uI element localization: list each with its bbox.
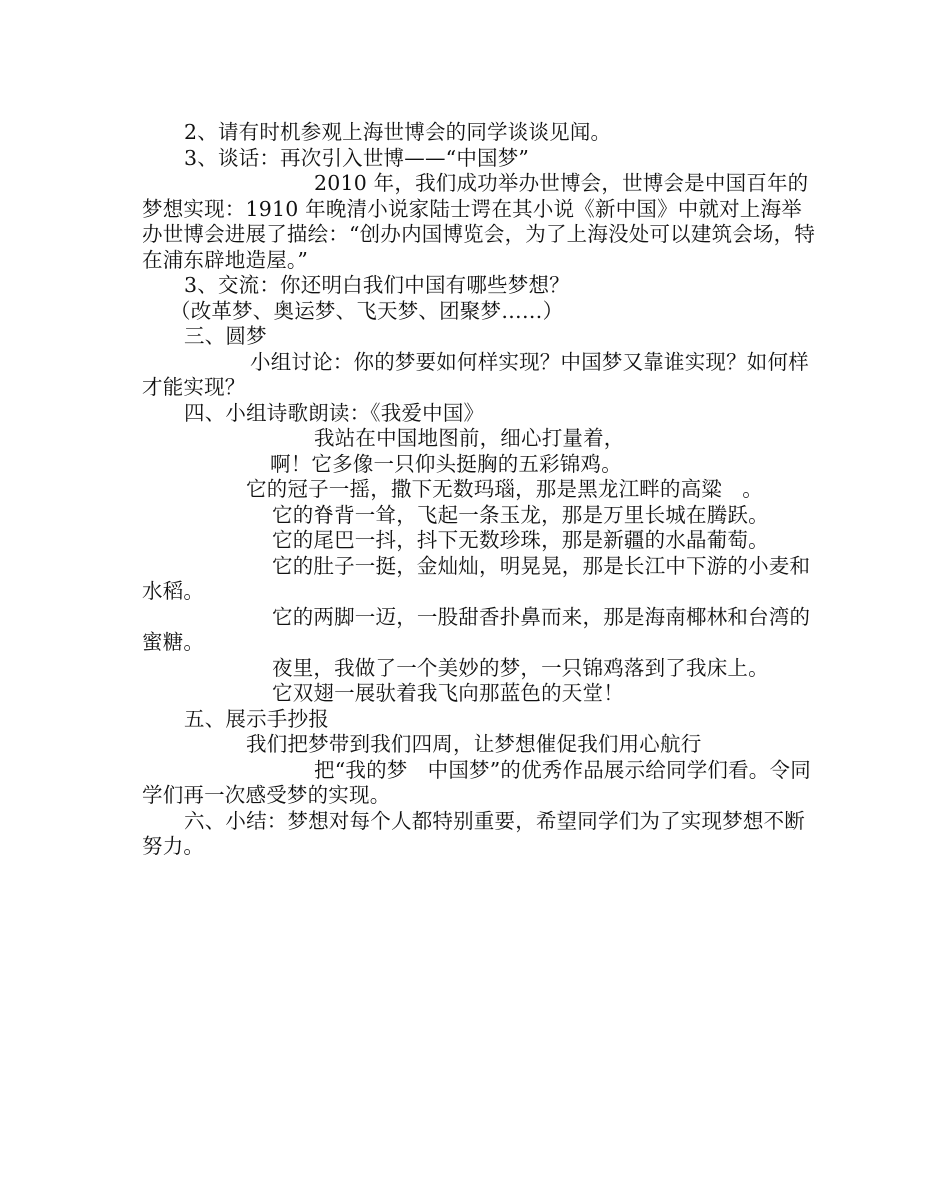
paragraph-group-discussion: 小组讨论：你的梦要如何样实现？中国梦又靠谁实现？如何样才能实现？ [142,349,809,399]
poem-line-6: 它的肚子一挺，金灿灿，明晃晃，那是长江中下游的小麦和水稻。 [142,553,811,603]
paragraph-expo-history: 2010 年，我们成功举办世博会，世博会是中国百年的梦想实现：1910 年晚清小说家陆士谔在其小说《新中国》中就对上海举办世博会进展了描绘：“创办内国博览会，为了上海没处可以建筑会场，特在浦东辟地造屋。” [142,171,816,272]
paragraph-visit-expo: 2、请有时机参观上海世博会的同学谈谈见闻。 [184,120,612,144]
paragraph-summary: 六、小结：梦想对每个人都特别重要，希望同学们为了实现梦想不断努力。 [142,808,805,858]
heading-show-posters: 五、展示手抄报 [184,706,329,731]
heading-poem-reading: 四、小组诗歌朗读：《我爱中国》 [184,400,485,425]
poem-line-1: 我站在中国地图前，细心打量着， [314,426,625,450]
heading-realize-dream: 三、圆梦 [184,324,267,348]
poem-line-5: 它的尾巴一抖，抖下无数珍珠，那是新疆的水晶葡萄。 [272,528,769,552]
poem-line-8: 夜里，我做了一个美妙的梦，一只锦鸡落到了我床上。 [272,655,769,680]
paragraph-exchange: 3、交流：你还明白我们中国有哪些梦想？ [184,273,570,297]
document-body [142,120,822,860]
poem-line-4: 它的脊背一耸，飞起一条玉龙，那是万里长城在腾跃。 [272,502,769,527]
paragraph-bring-dreams: 我们把梦带到我们四周，让梦想催促我们用心航行 [246,732,702,756]
poem-line-2: 啊！它多像一只仰头挺胸的五彩锦鸡。 [270,451,622,476]
paragraph-talk-china-dream: 3、谈话：再次引入世博——“中国梦” [184,145,530,170]
paragraph-show-works: 把“我的梦 中国梦”的优秀作品展示给同学们看。令同学们再一次感受梦的实现。 [142,757,811,807]
paragraph-dream-list: （改革梦、奥运梦、飞天梦、团聚梦……） [170,298,564,323]
poem-line-7: 它的两脚一迈，一股甜香扑鼻而来，那是海南椰林和台湾的蜜糖。 [142,604,811,654]
poem-line-9: 它双翅一展驮着我飞向那蓝色的天堂！ [272,681,624,705]
poem-line-3: 它的冠子一摇，撒下无数玛瑙，那是黑龙江畔的高粱 。 [246,477,763,501]
